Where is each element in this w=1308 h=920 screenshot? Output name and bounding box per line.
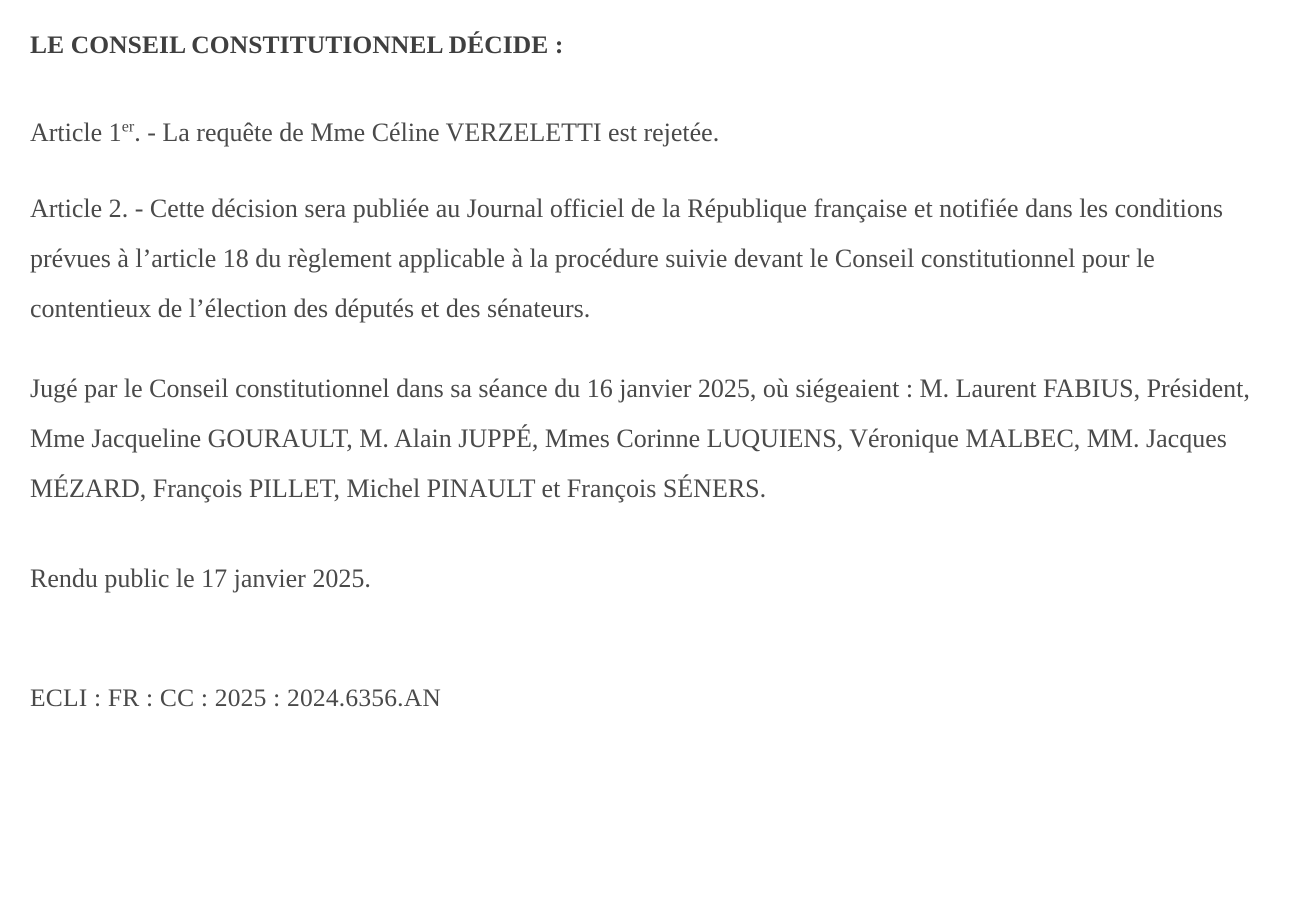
ecli-spacer xyxy=(30,634,1282,680)
ecli-identifier: ECLI : FR : CC : 2025 : 2024.6356.AN xyxy=(30,683,441,713)
article-1-text: . - La requête de Mme Céline VERZELETTI est rejetée. xyxy=(134,118,720,148)
article-2-paragraph xyxy=(30,184,1282,334)
article-1-paragraph xyxy=(30,108,1282,158)
article-2-text: . - Cette décision sera publiée au Journal officiel de la République française et notifiée dans les conditions prévues à l’article 18 du règlement applicable à la procédure suivie devant le Conseil constitutionnel pour le contentieux de l’élection des députés et des sénateurs. xyxy=(30,194,1223,324)
article-1-label: Article 1 xyxy=(30,118,122,148)
decision-heading: LE CONSEIL CONSTITUTIONNEL DÉCIDE : xyxy=(30,30,564,59)
paragraph-spacer xyxy=(30,544,1282,554)
article-2-label: Article 2 xyxy=(30,194,122,224)
article-1-label-superscript: er xyxy=(121,118,135,136)
panel-paragraph: Jugé par le Conseil constitutionnel dans sa séance du 16 janvier 2025, où siégeaient : M. Laurent FABIUS, Président, Mme Jacqueline GOURAULT, M. Alain JUPPÉ, Mmes Corinne LUQUIENS, Véronique MALBEC, MM. Jacques MÉZARD, François PILLET, Michel PINAULT et François SÉNERS. xyxy=(30,374,1250,504)
publication-paragraph: Rendu public le 17 janvier 2025. xyxy=(30,564,371,594)
